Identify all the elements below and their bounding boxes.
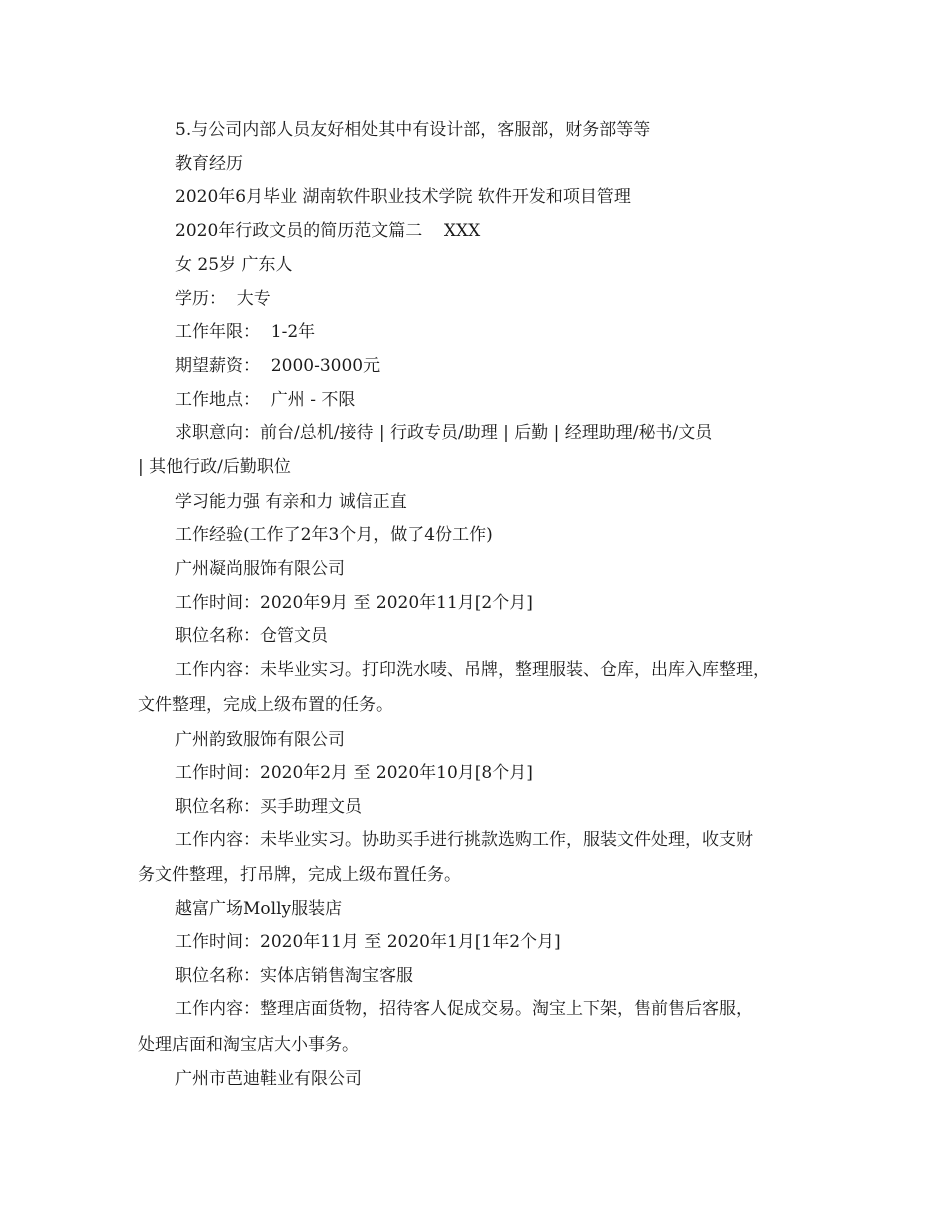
text-line: 工作时间：2020年2月 至 2020年10月[8个月] bbox=[175, 763, 533, 783]
company-name: 广州韵致服饰有限公司 bbox=[175, 730, 345, 750]
text-line: 工作时间：2020年11月 至 2020年1月[1年2个月] bbox=[175, 932, 561, 952]
section-heading-experience: 工作经验(工作了2年3个月，做了4份工作) bbox=[175, 525, 493, 545]
text-line: 工作内容：未毕业实习。协助买手进行挑款选购工作，服装文件处理，收支财 bbox=[175, 830, 753, 850]
text-line: 2020年6月毕业 湖南软件职业技术学院 软件开发和项目管理 bbox=[175, 187, 631, 207]
text-line: 处理店面和淘宝店大小事务。 bbox=[138, 1035, 359, 1055]
company-name: 越富广场Molly服装店 bbox=[175, 899, 343, 919]
text-line: 学历： 大专 bbox=[175, 289, 271, 309]
text-line: 职位名称：实体店销售淘宝客服 bbox=[175, 966, 413, 986]
company-name: 广州凝尚服饰有限公司 bbox=[175, 559, 345, 579]
text-line: | 其他行政/后勤职位 bbox=[138, 457, 291, 477]
company-name: 广州市芭迪鞋业有限公司 bbox=[175, 1069, 362, 1089]
text-line: 求职意向：前台/总机/接待 | 行政专员/助理 | 后勤 | 经理助理/秘书/文员 bbox=[175, 423, 713, 443]
text-line: 工作年限： 1-2年 bbox=[175, 322, 316, 342]
text-line: 工作内容：未毕业实习。打印洗水唛、吊牌，整理服装、仓库，出库入库整理， bbox=[175, 660, 770, 680]
text-line: 务文件整理，打吊牌，完成上级布置任务。 bbox=[138, 865, 461, 885]
text-line: 工作时间：2020年9月 至 2020年11月[2个月] bbox=[175, 593, 533, 613]
text-line: 期望薪资： 2000-3000元 bbox=[175, 356, 381, 376]
section-heading-resume-two: 2020年行政文员的简历范文篇二 XXX bbox=[175, 221, 481, 241]
text-line: 5.与公司内部人员友好相处其中有设计部，客服部，财务部等等 bbox=[175, 120, 651, 140]
text-line: 职位名称：仓管文员 bbox=[175, 626, 328, 646]
text-line: 文件整理，完成上级布置的任务。 bbox=[138, 695, 393, 715]
section-heading-education: 教育经历 bbox=[175, 154, 243, 174]
text-line: 工作内容：整理店面货物，招待客人促成交易。淘宝上下架，售前售后客服， bbox=[175, 999, 753, 1019]
text-line: 女 25岁 广东人 bbox=[175, 255, 293, 275]
text-line: 工作地点： 广州 - 不限 bbox=[175, 390, 356, 410]
text-line: 职位名称：买手助理文员 bbox=[175, 797, 362, 817]
text-line: 学习能力强 有亲和力 诚信正直 bbox=[175, 492, 407, 512]
